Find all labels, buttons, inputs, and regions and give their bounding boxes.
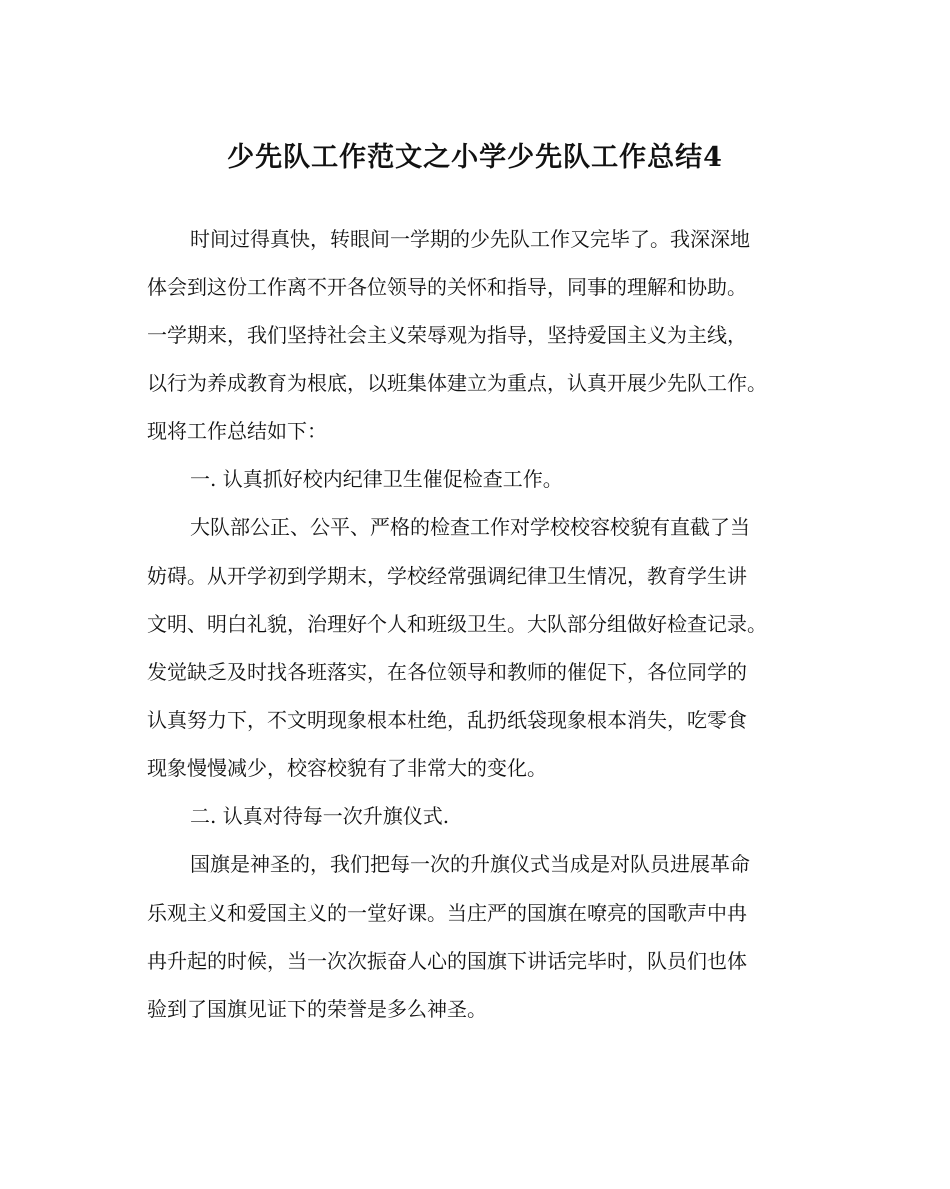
paragraph-line: 验到了国旗见证下的荣誉是多么神圣。 [147,997,487,1021]
paragraph-line: 文明、明白礼貌，治理好个人和班级卫生。大队部分组做好检查记录。 [147,612,767,636]
paragraph-line: 体会到这份工作离不开各位领导的关怀和指导，同事的理解和协助。 [147,275,747,299]
paragraph-line: 大队部公正、公平、严格的检查工作对学校校容校貌有直截了当 [190,515,750,539]
paragraph-line: 冉升起的时候，当一次次振奋人心的国旗下讲话完毕时，队员们也体 [147,949,747,973]
paragraph-line: 国旗是神圣的，我们把每一次的升旗仪式当成是对队员进展革命 [190,852,750,876]
paragraph-line: 现将工作总结如下： [147,419,327,443]
paragraph-line: 以行为养成教育为根底，以班集体建立为重点，认真开展少先队工作。 [147,371,767,395]
paragraph-line: 一学期来，我们坚持社会主义荣辱观为指导，坚持爱国主义为主线， [147,323,747,347]
paragraph-line: 现象慢慢减少，校容校貌有了非常大的变化。 [147,756,547,780]
section-heading-1: 一. 认真抓好校内纪律卫生催促检查工作。 [190,467,563,491]
paragraph-line: 乐观主义和爱国主义的一堂好课。当庄严的国旗在嘹亮的国歌声中冉 [147,901,747,925]
section-heading-2: 二. 认真对待每一次升旗仪式. [190,804,450,828]
paragraph-line: 时间过得真快，转眼间一学期的少先队工作又完毕了。我深深地 [190,227,750,251]
paragraph-line: 妨碍。从开学初到学期末，学校经常强调纪律卫生情况，教育学生讲 [147,564,747,588]
document-title: 少先队工作范文之小学少先队工作总结4 [227,142,723,173]
paragraph-line: 认真努力下，不文明现象根本杜绝，乱扔纸袋现象根本消失，吃零食 [147,708,747,732]
paragraph-line: 发觉缺乏及时找各班落实，在各位领导和教师的催促下，各位同学的 [147,660,747,684]
